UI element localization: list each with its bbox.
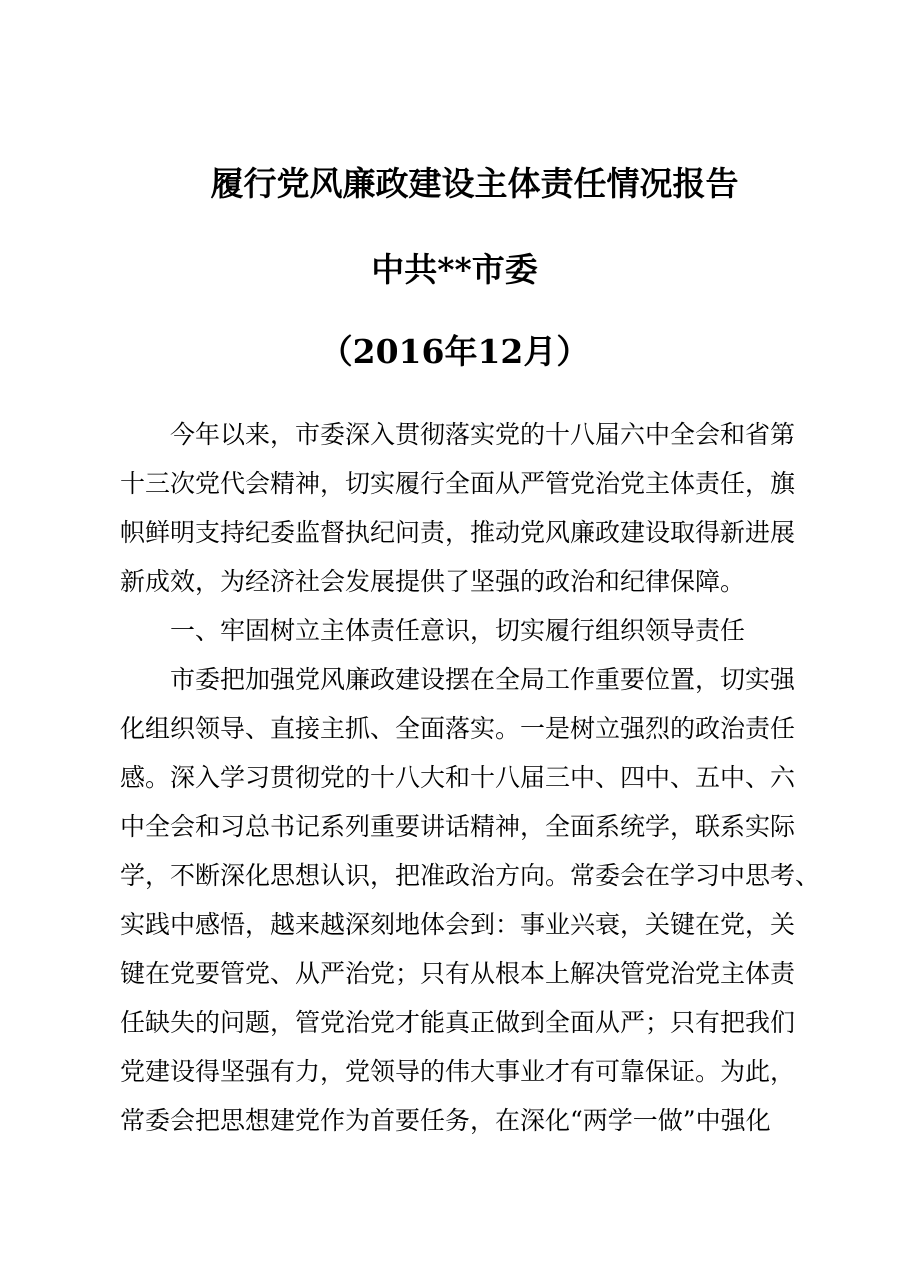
text-line: 帜鲜明支持纪委监督执纪问责，推动党风廉政建设取得新进展	[120, 518, 796, 547]
paragraph-section-1	[120, 655, 821, 1145]
text-line: 任缺失的问题，管党治党才能真正做到全面从严；只有把我们	[120, 1008, 796, 1037]
text-line: 化组织领导、直接主抓、全面落实。一是树立强烈的政治责任	[120, 714, 796, 743]
document-title: 履行党风廉政建设主体责任情况报告	[210, 164, 739, 203]
document-date: （2016年12月）	[319, 332, 590, 371]
text-line: 中全会和习总书记系列重要讲话精神，全面系统学，联系实际	[120, 812, 796, 841]
section-heading	[120, 606, 800, 655]
text-line: 党建设得坚强有力，党领导的伟大事业才有可靠保证。为此，	[120, 1057, 796, 1086]
text-line: 新成效，为经济社会发展提供了坚强的政治和纪律保障。	[120, 567, 746, 596]
text-line: 一、牢固树立主体责任意识，切实履行组织领导责任	[170, 616, 746, 645]
text-line: 今年以来，市委深入贯彻落实党的十八届六中全会和省第	[170, 420, 796, 449]
text-line: 感。深入学习贯彻党的十八大和十八届三中、四中、五中、六	[120, 763, 796, 792]
text-line: 实践中感悟，越来越深刻地体会到：事业兴衰，关键在党，关	[120, 910, 796, 939]
text-line: 键在党要管党、从严治党；只有从根本上解决管党治党主体责	[120, 959, 796, 988]
text-line: 学，不断深化思想认识，把准政治方向。常委会在学习中思考、	[120, 861, 821, 890]
document-body	[120, 410, 821, 1145]
document-org: 中共**市委	[371, 250, 538, 289]
text-line: 市委把加强党风廉政建设摆在全局工作重要位置，切实强	[170, 665, 796, 694]
text-line: 常委会把思想建党作为首要任务，在深化“两学一做”中强化	[120, 1106, 771, 1135]
text-line: 十三次党代会精神，切实履行全面从严管党治党主体责任，旗	[120, 469, 796, 498]
paragraph-intro	[120, 410, 800, 606]
